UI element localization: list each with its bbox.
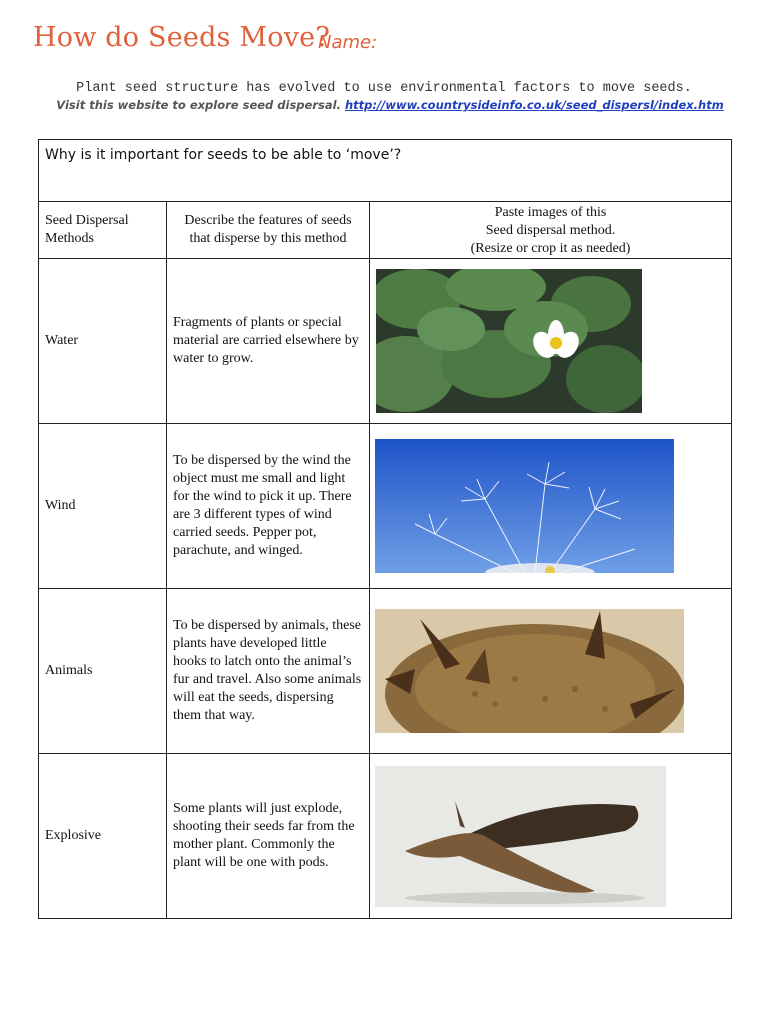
description-animals[interactable]: To be dispersed by animals, these plants have developed little hooks to latch onto the animal’s fur and travel. Also some animals will eat the seeds, dispersing them that way.	[167, 589, 370, 754]
description-water[interactable]: Fragments of plants or special material are carried elsewhere by water to grow.	[167, 259, 370, 424]
water-lily-image	[376, 269, 642, 413]
dandelion-seed-image	[375, 439, 674, 573]
visit-text: Visit this website to explore seed dispersal.	[56, 98, 341, 112]
method-explosive: Explosive	[39, 754, 167, 919]
header-paste-images	[370, 202, 732, 259]
header-method: Seed Dispersal Methods	[39, 202, 167, 259]
header-describe: Describe the features of seeds that disperse by this method	[167, 202, 370, 259]
image-cell-explosive[interactable]	[370, 754, 732, 919]
website-link[interactable]: http://www.countrysideinfo.co.uk/seed_dispersl/index.htm	[344, 98, 724, 112]
question-text: Why is it important for seeds to be able to ‘move’?	[45, 147, 402, 163]
method-wind: Wind	[39, 424, 167, 589]
intro-text: Plant seed structure has evolved to use environmental factors to move seeds.	[76, 81, 692, 96]
description-explosive[interactable]: Some plants will just explode, shooting their seeds far from the mother plant. Commonly the plant will be one with pods.	[167, 754, 370, 919]
visit-line	[0, 98, 768, 112]
seed-pod-image	[375, 766, 666, 907]
paste-line-3: (Resize or crop it as needed)	[470, 241, 631, 256]
paste-line-1: Paste images of this	[494, 205, 607, 220]
description-wind[interactable]: To be dispersed by the wind the object must me small and light for the wind to pick it up. There are 3 different types of wind carried seeds. Pepper pot, parachute, and winged.	[167, 424, 370, 589]
image-cell-water[interactable]	[370, 259, 732, 424]
method-animals: Animals	[39, 589, 167, 754]
name-label: Name:	[318, 32, 378, 53]
spiky-burr-image	[375, 609, 684, 733]
image-cell-animals[interactable]	[370, 589, 732, 754]
seed-dispersal-table	[38, 139, 732, 919]
method-water: Water	[39, 259, 167, 424]
image-cell-wind[interactable]	[370, 424, 732, 589]
paste-line-2: Seed dispersal method.	[485, 223, 616, 238]
worksheet-title: How do Seeds Move?	[33, 22, 331, 53]
question-cell[interactable]	[39, 140, 732, 202]
